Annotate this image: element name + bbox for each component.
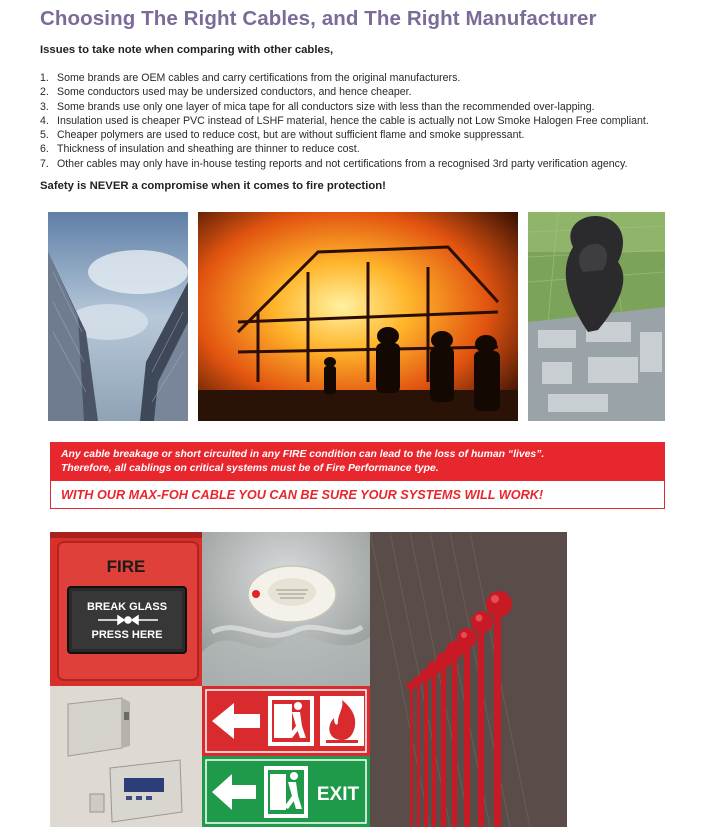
safety-statement: Safety is NEVER a compromise when it comes to fire protection! [40, 180, 386, 192]
item-number: 7. [40, 157, 49, 170]
list-item [40, 157, 649, 171]
page-title: Choosing The Right Cables, and The Right Manufacturer [40, 7, 597, 30]
item-text: Some brands are OEM cables and carry certifications from the original manufacturers. [57, 72, 461, 84]
exit-green-sign [202, 756, 370, 827]
list-item [40, 128, 649, 142]
warning-line-2: Therefore, all cablings on critical systems must be of Fire Performance type. [61, 462, 439, 474]
item-number: 3. [40, 100, 49, 113]
list-item [40, 114, 649, 128]
item-text: Some brands use only one layer of mica tape for all conductors size with less than the recommended over-lapping. [57, 100, 595, 113]
list-item [40, 85, 649, 99]
break-glass-alarm-photo [50, 532, 202, 686]
fire-exit-red-sign [202, 686, 370, 756]
product-claim: WITH OUR MAX-FOH CABLE YOU CAN BE SURE YOUR SYSTEMS WILL WORK! [61, 488, 544, 502]
item-number: 5. [40, 129, 49, 142]
warning-line-1: Any cable breakage or short circuited in any FIRE condition can lead to the loss of human “lives”. [61, 449, 545, 460]
item-number: 4. [40, 114, 49, 127]
smoke-detector-photo [202, 532, 370, 686]
break-glass-label: BREAK GLASS [86, 601, 168, 613]
list-item [40, 142, 649, 156]
flame-icon [320, 696, 364, 746]
red-pipes-photo [370, 532, 567, 827]
item-text: Cheaper polymers are used to reduce cost, but are without sufficient flame and smoke suppressant. [57, 129, 525, 142]
intro-heading: Issues to take note when comparing with other cables, [40, 44, 334, 56]
item-text: Thickness of insulation and sheathing are thinner to reduce cost. [57, 143, 360, 156]
press-here-label: PRESS HERE [91, 629, 163, 641]
warning-banner [51, 443, 664, 481]
fire-heading: FIRE [106, 557, 146, 576]
control-panel-photo [50, 686, 202, 827]
item-text: Insulation used is cheaper PVC instead of LSHF material, hence the cable is actually not Low Smoke Halogen Free compliant. [57, 114, 649, 127]
burning-building-photo [198, 212, 518, 421]
item-number: 6. [40, 143, 49, 156]
warning-box [50, 442, 665, 509]
item-text: Some conductors used may be undersized conductors, and hence cheaper. [57, 86, 412, 99]
exit-label: EXIT [316, 784, 360, 805]
item-number: 2. [40, 86, 49, 99]
skyscraper-photo [48, 212, 188, 421]
list-item [40, 100, 649, 114]
list-item [40, 71, 649, 85]
factory-smoke-photo [528, 212, 665, 421]
issues-list [40, 71, 649, 171]
item-number: 1. [40, 72, 49, 84]
item-text: Other cables may only have in-house testing reports and not certifications from a recognised 3rd party verification agency. [57, 157, 628, 170]
